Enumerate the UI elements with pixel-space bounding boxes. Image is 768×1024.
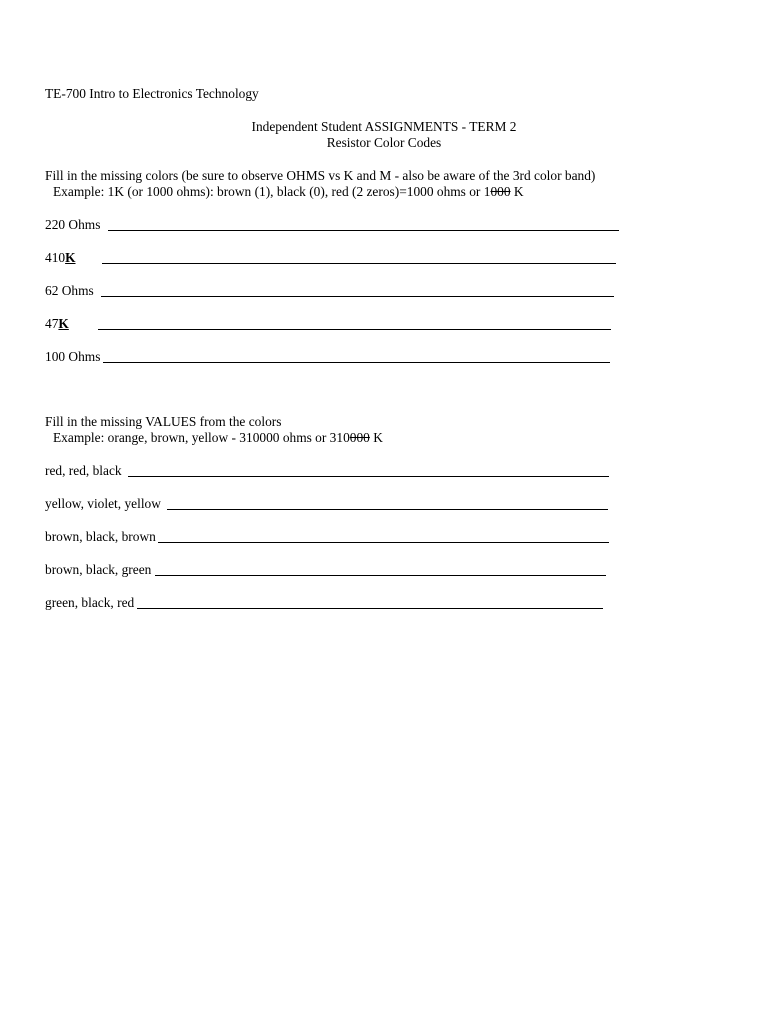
question-value: 62 Ohms (45, 283, 94, 298)
value-question-4 (45, 562, 606, 578)
section1-instruction: Fill in the missing colors (be sure to observe OHMS vs K and M - also be aware of the 3rd color band) (45, 168, 596, 183)
answer-blank[interactable] (98, 317, 611, 330)
value-question-1 (45, 463, 609, 479)
answer-blank[interactable] (128, 464, 609, 477)
color-question-3 (45, 283, 614, 299)
question-value: 220 Ohms (45, 217, 101, 232)
question-colors: yellow, violet, yellow (45, 496, 161, 511)
example-unit: K (510, 184, 524, 199)
example-unit: K (369, 430, 383, 445)
answer-blank[interactable] (101, 284, 614, 297)
question-colors: brown, black, green (45, 562, 152, 577)
value-question-3 (45, 529, 609, 545)
answer-blank[interactable] (137, 596, 603, 609)
answer-blank[interactable] (167, 497, 608, 510)
question-colors: green, black, red (45, 595, 135, 610)
topic-heading: Resistor Color Codes (326, 135, 442, 150)
color-question-2 (45, 250, 616, 266)
question-value: 47 (45, 316, 59, 331)
value-question-5 (45, 595, 603, 611)
question-unit: K (58, 316, 69, 331)
color-question-5 (45, 349, 610, 365)
question-unit: K (65, 250, 76, 265)
color-question-4 (45, 316, 611, 332)
color-question-1 (45, 217, 619, 233)
example-text: Example: 1K (or 1000 ohms): brown (1), black (0), red (2 zeros)=1000 ohms or 1 (53, 184, 491, 199)
example-text: Example: orange, brown, yellow - 310000 ohms or 310 (53, 430, 350, 445)
section1-example (53, 184, 524, 200)
question-value: 100 Ohms (45, 349, 101, 364)
section2-example (53, 430, 383, 446)
value-question-2 (45, 496, 608, 512)
assignment-heading: Independent Student ASSIGNMENTS - TERM 2 (251, 119, 517, 134)
answer-blank[interactable] (158, 530, 609, 543)
example-struck-zeros: 000 (349, 430, 370, 445)
example-struck-zeros: 000 (490, 184, 511, 199)
answer-blank[interactable] (102, 251, 616, 264)
answer-blank[interactable] (108, 218, 619, 231)
question-colors: brown, black, brown (45, 529, 156, 544)
course-title: TE-700 Intro to Electronics Technology (45, 86, 259, 101)
answer-blank[interactable] (103, 350, 610, 363)
answer-blank[interactable] (155, 563, 606, 576)
question-value: 410 (45, 250, 66, 265)
question-colors: red, red, black (45, 463, 122, 478)
section2-instruction: Fill in the missing VALUES from the colors (45, 414, 282, 429)
